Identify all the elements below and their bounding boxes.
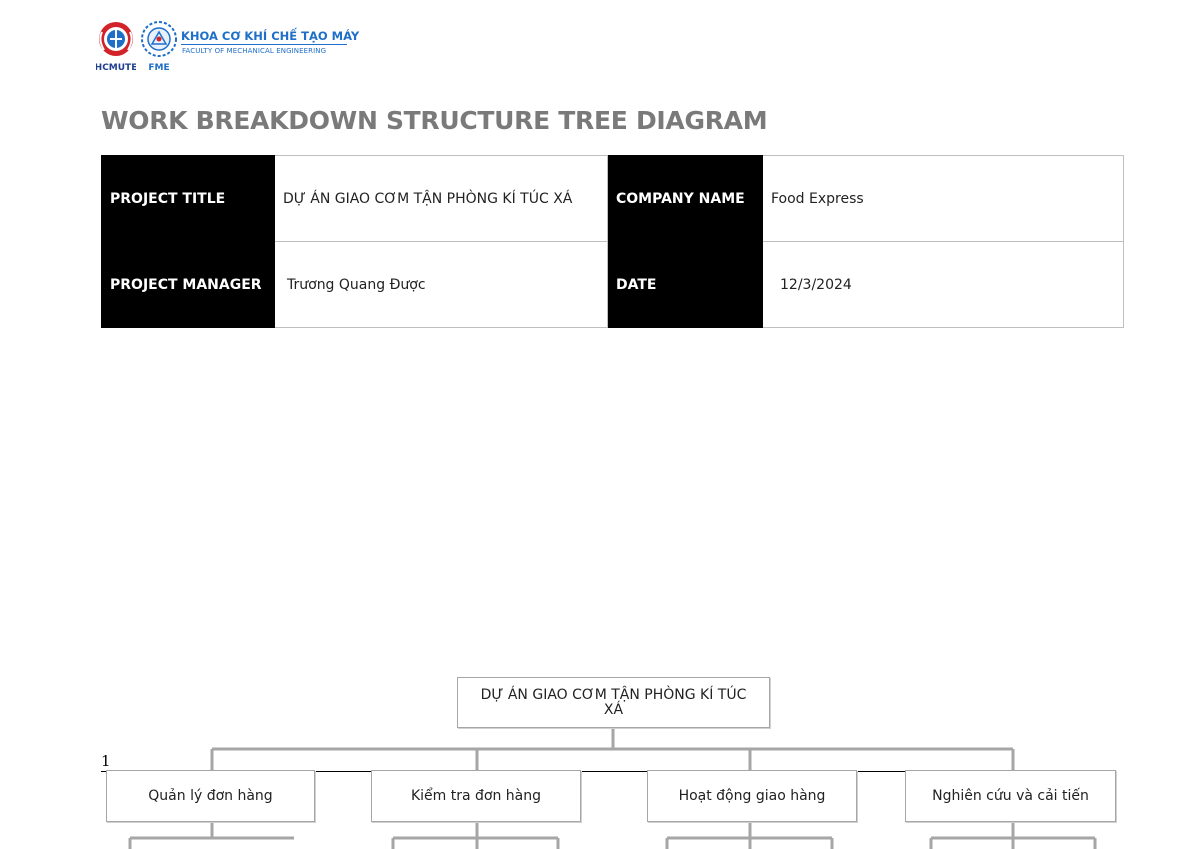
wbs-node-order-management: Quản lý đơn hàng (106, 770, 315, 822)
company-name-label: COMPANY NAME (608, 156, 763, 242)
faculty-name-en: FACULTY OF MECHANICAL ENGINEERING (182, 47, 327, 55)
project-manager-label: PROJECT MANAGER (102, 242, 275, 328)
date-value: 12/3/2024 (763, 242, 1124, 328)
wbs-root-node: DỰ ÁN GIAO CƠM TẬN PHÒNG KÍ TÚC XÁ (457, 677, 770, 728)
wbs-node-order-check: Kiểm tra đơn hàng (371, 770, 581, 822)
document-title: WORK BREAKDOWN STRUCTURE TREE DIAGRAM (101, 106, 768, 135)
project-manager-value: Trương Quang Được (275, 242, 608, 328)
hcmute-logo-text: HCMUTE (96, 63, 136, 72)
wbs-node-research-improvement: Nghiên cứu và cải tiến (905, 770, 1116, 822)
page-number: 1 (101, 752, 111, 770)
project-title-value: DỰ ÁN GIAO CƠM TẬN PHÒNG KÍ TÚC XÁ (275, 156, 608, 242)
wbs-node-delivery-operations: Hoạt động giao hàng (647, 770, 857, 822)
project-title-label: PROJECT TITLE (102, 156, 275, 242)
company-name-value: Food Express (763, 156, 1124, 242)
faculty-name-vn: KHOA CƠ KHÍ CHẾ TẠO MÁY (181, 29, 360, 43)
fme-logo-text: FME (148, 63, 170, 72)
date-label: DATE (608, 242, 763, 328)
